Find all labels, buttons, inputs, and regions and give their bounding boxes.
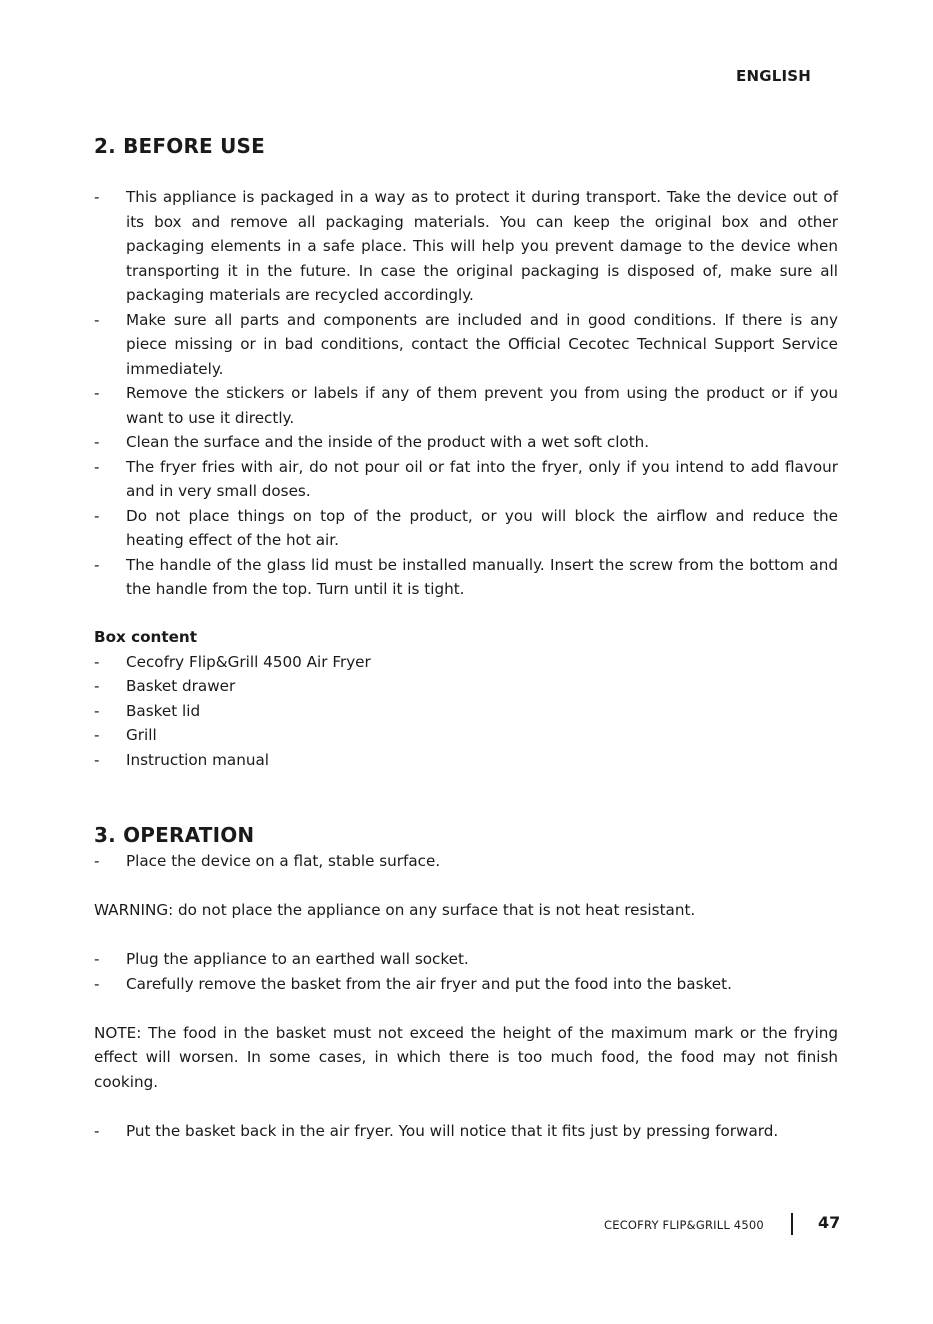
list-item: - Plug the appliance to an earthed wall socket. bbox=[94, 950, 469, 968]
list-item: - Instruction manual bbox=[94, 750, 269, 769]
list-item: - Remove the stickers or labels if any of them prevent you from using the product or if you want to use it directly. bbox=[94, 384, 838, 427]
list-item: - Place the device on a flat, stable surface. bbox=[94, 852, 441, 870]
footer-divider bbox=[791, 1213, 793, 1235]
list-item: - Grill bbox=[94, 726, 157, 744]
list-item: - This appliance is packaged in a way as to protect it during transport. Take the device out of its box and remove all packaging materials. You can keep the original box and other packaging elements in a safe place. This will help you prevent damage to the device when transporting it in the future. In case the original packaging is disposed of, make sure all packaging materials are recycled accordingly. bbox=[94, 188, 838, 304]
list-item: - Put the basket back in the air fryer. You will notice that it fits just by pressing forward. bbox=[94, 1121, 779, 1140]
before-use-section bbox=[94, 185, 838, 602]
list-item: - Cecofry Flip&Grill 4500 Air Fryer bbox=[94, 652, 371, 671]
list-item: - The handle of the glass lid must be installed manually. Insert the screw from the bottom and the handle from the top. Turn until it is tight. bbox=[94, 555, 838, 598]
before-use-list bbox=[94, 185, 838, 602]
warning-text: WARNING: do not place the appliance on any surface that is not heat resistant. bbox=[94, 901, 696, 919]
section-title-operation: 3. OPERATION bbox=[94, 823, 255, 847]
footer-product-name: CECOFRY FLIP&GRILL 4500 bbox=[604, 1218, 764, 1232]
operation-list-3 bbox=[94, 1119, 838, 1144]
page-number: 47 bbox=[818, 1213, 841, 1232]
list-item: - Basket lid bbox=[94, 701, 201, 720]
list-item: - Clean the surface and the inside of the product with a wet soft cloth. bbox=[94, 433, 650, 451]
list-item: - Carefully remove the basket from the air fryer and put the food into the basket. bbox=[94, 974, 732, 993]
section-title-before-use: 2. BEFORE USE bbox=[94, 134, 265, 158]
note-text: NOTE: The food in the basket must not exceed the height of the maximum mark or the frying effect will worsen. In some cases, in which there is too much food, the food may not finish cooking. bbox=[94, 1023, 838, 1091]
operation-list-2 bbox=[94, 947, 838, 996]
list-item: - The fryer fries with air, do not pour oil or fat into the fryer, only if you intend to add flavour and in very small doses. bbox=[94, 457, 838, 500]
list-item: - Basket drawer bbox=[94, 677, 236, 695]
box-content-title: Box content bbox=[94, 628, 197, 646]
operation-list-1 bbox=[94, 849, 838, 874]
list-item: - Make sure all parts and components are included and in good conditions. If there is any piece missing or in bad conditions, contact the Official Cecotec Technical Support Service immediately. bbox=[94, 310, 838, 378]
list-item: - Do not place things on top of the product, or you will block the airflow and reduce the heating effect of the hot air. bbox=[94, 506, 838, 549]
operation-section bbox=[94, 849, 838, 1143]
language-label: ENGLISH bbox=[736, 67, 812, 85]
box-content-list bbox=[94, 650, 838, 773]
box-content-section bbox=[94, 625, 838, 772]
